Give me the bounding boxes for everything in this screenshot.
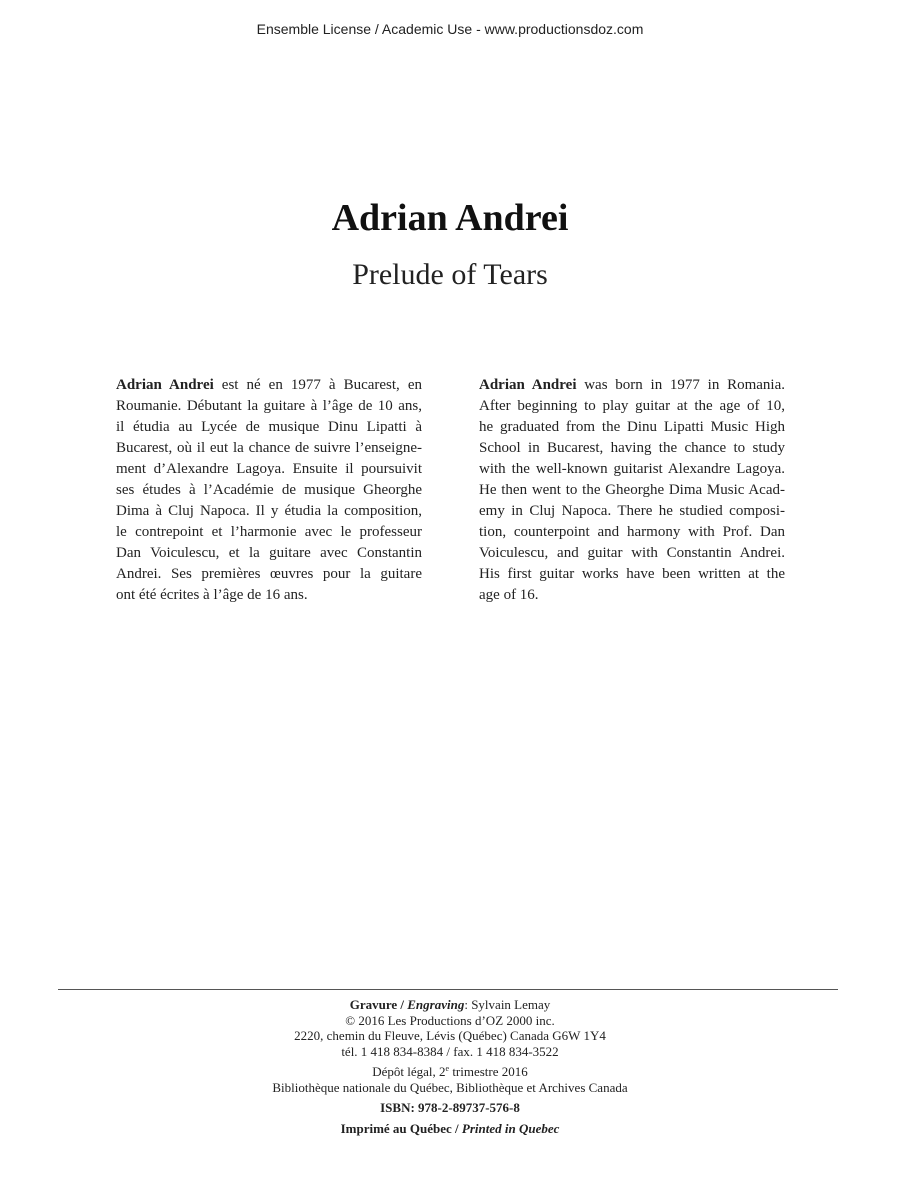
library-deposit: Bibliothèque nationale du Québec, Bibliothèque et Archives Canada: [272, 1079, 628, 1095]
publisher-address: 2220, chemin du Fleuve, Lévis (Québec) Canada G6W 1Y4: [294, 1028, 606, 1043]
bio-line: Adrian Andrei est né en 1977 à Bucarest, en: [116, 377, 422, 393]
bio-line: Voiculescu, and guitar with Constantin Andrei.: [479, 545, 785, 561]
bio-name: Adrian Andrei: [116, 377, 214, 393]
bio-line: le contrepoint et l’harmonie avec le professeur: [116, 524, 422, 540]
bio-line: His first guitar works have been written at the: [479, 566, 785, 582]
bio-line: Adrian Andrei was born in 1977 in Romania.: [479, 377, 785, 393]
bio-line: tion, counterpoint and harmony with Prof. Dan: [479, 524, 785, 540]
bio-line: il étudia au Lycée de musique Dinu Lipatti à: [116, 419, 422, 435]
composer-name: Adrian Andrei: [331, 197, 569, 239]
printed-in: Imprimé au Québec / Printed in Quebec: [340, 1120, 560, 1136]
colophon: [0, 997, 900, 1136]
bio-line: emy in Cluj Napoca. There he studied composi-: [479, 503, 785, 519]
bio-line: age of 16.: [479, 587, 539, 603]
copyright-line: © 2016 Les Productions d’OZ 2000 inc.: [345, 1012, 555, 1028]
biography-french: [116, 375, 422, 606]
legal-deposit: Dépôt légal, 2e trimestre 2016: [372, 1064, 528, 1079]
bio-line: ses études à l’Académie de musique Gheorghe: [116, 482, 422, 498]
isbn: ISBN: 978-2-89737-576-8: [380, 1100, 520, 1115]
bio-line: Roumanie. Débutant la guitare à l’âge de 10 ans,: [116, 398, 422, 414]
bio-line: Dima à Cluj Napoca. Il y étudia la composition,: [116, 503, 422, 519]
engraving-credit: Gravure / Engraving: Sylvain Lemay: [349, 997, 551, 1012]
bio-line: He then went to the Gheorghe Dima Music Acad-: [479, 482, 785, 498]
bio-line: Andrei. Ses premières œuvres pour la guitare: [116, 566, 422, 582]
bio-line: Bucarest, où il eut la chance de suivre l’enseigne-: [116, 440, 422, 456]
bio-line: ment d’Alexandre Lagoya. Ensuite il poursuivit: [116, 461, 422, 477]
bio-line: with the well-known guitarist Alexandre Lagoya.: [479, 461, 785, 477]
bio-name: Adrian Andrei: [479, 377, 577, 393]
license-header: Ensemble License / Academic Use - www.productionsdoz.com: [256, 21, 644, 37]
bio-line: School in Bucarest, having the chance to study: [479, 440, 785, 456]
piece-title: Prelude of Tears: [352, 258, 548, 291]
bio-line: After beginning to play guitar at the age of 10,: [479, 398, 785, 414]
biography-english: [479, 375, 785, 606]
publisher-phone: tél. 1 418 834-8384 / fax. 1 418 834-3522: [341, 1043, 559, 1059]
bio-line: he graduated from the Dinu Lipatti Music High: [479, 419, 785, 435]
bio-line: Dan Voiculescu, et la guitare avec Constantin: [116, 545, 422, 561]
footer-divider: [58, 989, 838, 990]
bio-line: ont été écrites à l’âge de 16 ans.: [116, 587, 308, 603]
